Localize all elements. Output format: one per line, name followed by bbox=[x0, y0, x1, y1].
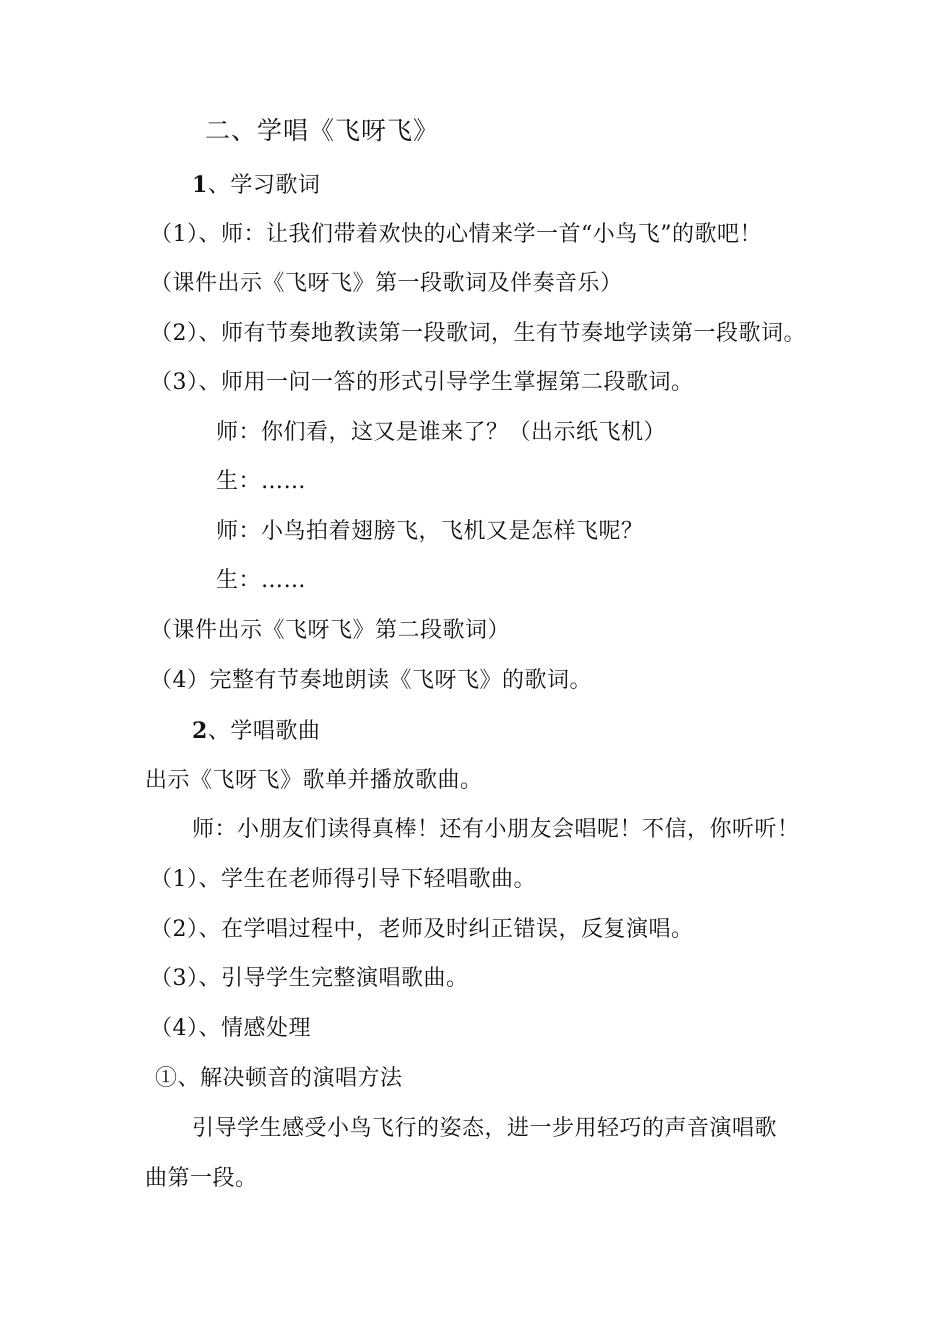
paragraph-line: ①、解决顿音的演唱方法 bbox=[155, 1066, 403, 1091]
dialogue-line: 师：你们看，这又是谁来了？（出示纸飞机） bbox=[216, 420, 667, 445]
subheading-text: 、学习歌词 bbox=[207, 173, 321, 198]
paragraph-line: 出示《飞呀飞》歌单并播放歌曲。 bbox=[145, 768, 483, 793]
paragraph-line: 引导学生感受小鸟飞行的姿态，进一步用轻巧的声音演唱歌 bbox=[192, 1116, 778, 1141]
paragraph-line: （4）、情感处理 bbox=[150, 1016, 311, 1041]
subheading-learn-song bbox=[192, 716, 320, 747]
paragraph-line: 师：小朋友们读得真棒！还有小朋友会唱呢！不信，你听听！ bbox=[192, 817, 800, 842]
subheading-number: 2 bbox=[192, 718, 208, 744]
paragraph-line: （3）、师用一问一答的形式引导学生掌握第二段歌词。 bbox=[150, 370, 694, 395]
dialogue-line: 生：…… bbox=[216, 568, 307, 593]
paragraph-line: （3）、引导学生完整演唱歌曲。 bbox=[150, 966, 469, 991]
paragraph-line: （2）、在学唱过程中，老师及时纠正错误，反复演唱。 bbox=[150, 917, 694, 942]
subheading-text: 、学唱歌曲 bbox=[207, 719, 321, 744]
subheading-learn-lyrics bbox=[192, 170, 320, 201]
dialogue-line: 生：…… bbox=[216, 469, 307, 494]
subheading-number: 1 bbox=[192, 172, 208, 198]
paragraph-line: （2）、师有节奏地教读第一段歌词，生有节奏地学读第一段歌词。 bbox=[150, 321, 806, 346]
paragraph-line: （1）、师：让我们带着欢快的心情来学一首“小鸟飞”的歌吧！ bbox=[150, 222, 762, 247]
dialogue-line: 师：小鸟拍着翅膀飞，飞机又是怎样飞呢？ bbox=[216, 519, 644, 544]
paragraph-line: 曲第一段。 bbox=[145, 1166, 258, 1191]
section-title: 二、学唱《飞呀飞》 bbox=[205, 116, 440, 145]
paragraph-line: （1）、学生在老师得引导下轻唱歌曲。 bbox=[150, 867, 536, 892]
paragraph-line: （4）完整有节奏地朗读《飞呀飞》的歌词。 bbox=[150, 668, 592, 693]
paragraph-line: （课件出示《飞呀飞》第一段歌词及伴奏音乐） bbox=[150, 271, 623, 296]
paragraph-line: （课件出示《飞呀飞》第二段歌词） bbox=[150, 618, 511, 643]
